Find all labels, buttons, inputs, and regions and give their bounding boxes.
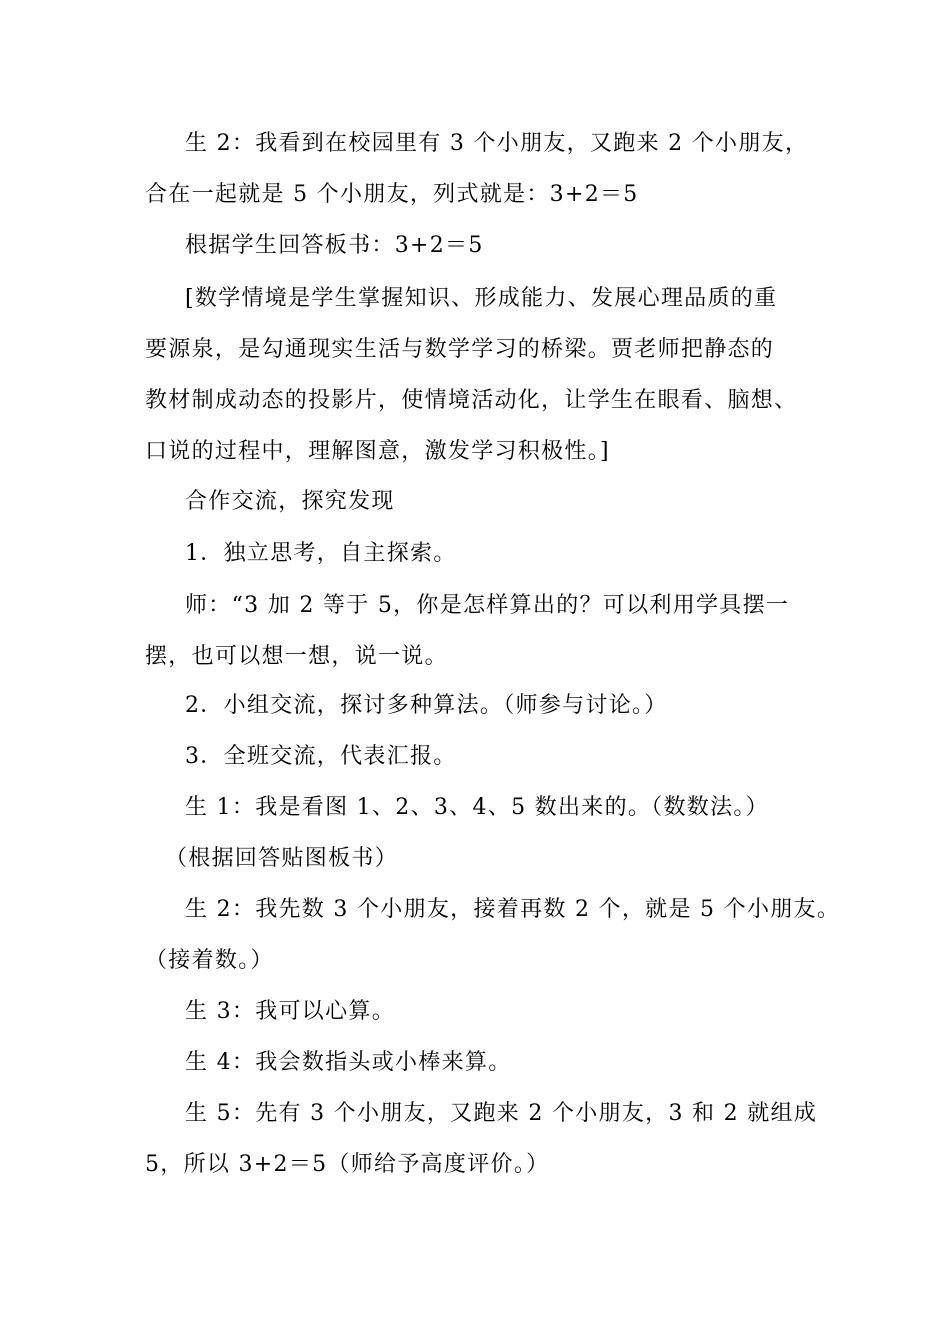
paragraph-student4 [145, 1037, 810, 1088]
paragraph-student3 [145, 986, 810, 1037]
text-line: 3．全班交流，代表汇报。 [185, 744, 457, 769]
text-line: 生 1：我是看图 1、2、3、4、5 数出来的。（数数法。） [185, 795, 769, 820]
paragraph-student2-counting [145, 884, 841, 986]
text-line: 师：“3 加 2 等于 5，你是怎样算出的？可以利用学具摆一 [185, 593, 790, 618]
text-line: 生 2：我先数 3 个小朋友，接着再数 2 个，就是 5 个小朋友。 [185, 897, 841, 922]
paragraph-commentary [145, 273, 810, 477]
text-line: 2．小组交流，探讨多种算法。（师参与讨论。） [185, 693, 668, 718]
paragraph-teacher-question [145, 580, 810, 682]
text-line: 1．独立思考，自主探索。 [185, 541, 457, 566]
section-heading-cooperation [145, 476, 810, 527]
text-line: 生 3：我可以心算。 [185, 999, 395, 1024]
paragraph-student2-observation [145, 118, 810, 220]
text-line: 教材制成动态的投影片，使情境活动化，让学生在眼看、脑想、 [145, 388, 798, 413]
paragraph-student5 [145, 1088, 818, 1190]
text-line: 生 4：我会数指头或小棒来算。 [185, 1050, 512, 1075]
list-item-1 [145, 528, 810, 579]
text-line: 摆，也可以想一想，说一说。 [145, 644, 448, 669]
text-line: 要源泉，是勾通现实生活与数学学习的桥梁。贾老师把静态的 [145, 337, 775, 362]
paragraph-board-note [145, 833, 810, 884]
text-line: 根据学生回答板书：3+2＝5 [185, 233, 484, 258]
text-line: 5，所以 3+2＝5（师给予高度评价。） [145, 1152, 550, 1177]
text-line: 口说的过程中，理解图意，激发学习积极性。] [145, 439, 610, 464]
list-item-3 [145, 731, 810, 782]
text-line: 生 2：我看到在校园里有 3 个小朋友，又跑来 2 个小朋友， [185, 131, 809, 156]
list-item-2 [145, 680, 810, 731]
text-line: [数学情境是学生掌握知识、形成能力、发展心理品质的重 [185, 286, 778, 311]
text-line: （接着数。） [145, 948, 274, 973]
paragraph-student1 [145, 782, 810, 833]
text-line: 合作交流，探究发现 [185, 489, 395, 514]
text-line: 生 5：先有 3 个小朋友，又跑来 2 个小朋友，3 和 2 就组成 [185, 1101, 818, 1126]
paragraph-board-writing [145, 220, 810, 271]
text-line: （根据回答贴图板书） [165, 846, 399, 871]
text-line: 合在一起就是 5 个小朋友，列式就是：3+2＝5 [145, 182, 639, 207]
